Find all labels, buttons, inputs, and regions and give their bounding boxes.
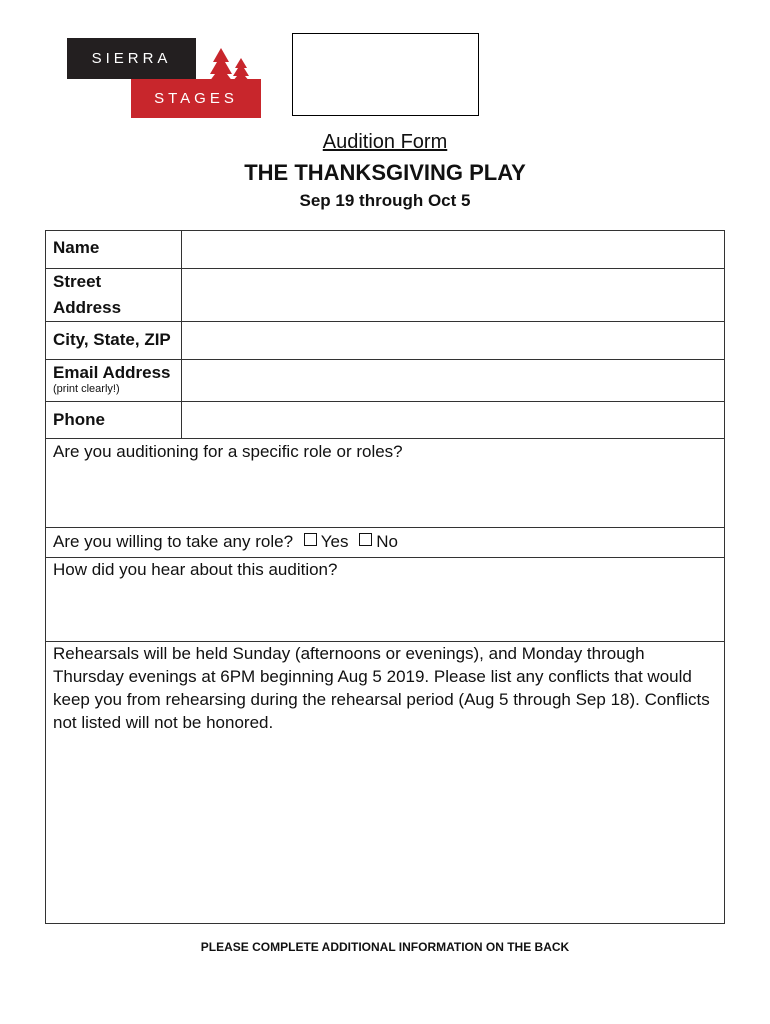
sierra-stages-logo xyxy=(67,38,261,118)
play-dates: Sep 19 through Oct 5 xyxy=(299,191,471,210)
logo-sierra-text: SIERRA xyxy=(67,38,196,79)
any-role-question: Are you willing to take any role? Yes No xyxy=(46,528,725,558)
logo-stages-text: STAGES xyxy=(131,79,261,118)
print-clearly-note: (print clearly!) xyxy=(53,383,120,395)
city-state-zip-label: City, State, ZIP xyxy=(46,322,182,360)
hear-about-question[interactable]: How did you hear about this audition? xyxy=(46,558,725,642)
street-address-field[interactable] xyxy=(182,269,725,322)
street-address-label: Street Address xyxy=(46,269,182,322)
audition-form-table xyxy=(45,230,725,924)
yes-label: Yes xyxy=(320,532,349,551)
photo-box xyxy=(292,33,479,116)
pine-trees-icon xyxy=(207,48,257,82)
no-checkbox[interactable] xyxy=(359,533,372,546)
phone-field[interactable] xyxy=(182,402,725,439)
phone-label: Phone xyxy=(46,402,182,439)
rehearsal-conflicts-section[interactable] xyxy=(46,642,725,924)
footer-note: PLEASE COMPLETE ADDITIONAL INFORMATION ON THE BACK xyxy=(200,940,570,954)
form-title: Audition Form xyxy=(322,131,448,153)
specific-role-question[interactable]: Are you auditioning for a specific role or roles? xyxy=(46,439,725,528)
name-field[interactable] xyxy=(182,231,725,269)
yes-checkbox[interactable] xyxy=(304,533,317,546)
name-label: Name xyxy=(46,231,182,269)
rehearsal-conflicts-text: Rehearsals will be held Sunday (afternoons or evenings), and Monday through Thursday evenings at 6PM beginning Aug 5 2019. Please list any conflicts that would keep you from rehearsing during the rehearsal period (Aug 5 through Sep 18). Conflicts not listed will not be honored. xyxy=(53,644,710,732)
no-label: No xyxy=(376,532,398,551)
email-address-label: Email Address (print clearly!) xyxy=(46,360,182,402)
email-address-field[interactable] xyxy=(182,360,725,402)
city-state-zip-field[interactable] xyxy=(182,322,725,360)
play-title: THE THANKSGIVING PLAY xyxy=(244,160,526,185)
